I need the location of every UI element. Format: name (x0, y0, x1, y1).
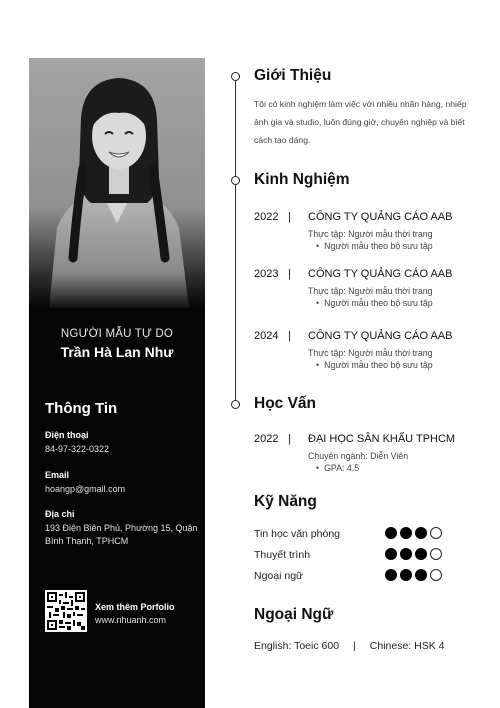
experience-role: Thực tập: Người mẫu thời trang (308, 229, 433, 239)
portfolio-link[interactable]: www.nhuanh.com (95, 615, 167, 625)
experience-detail: • Người mẫu theo bộ sưu tập (316, 298, 484, 308)
experience-item (254, 330, 484, 370)
email-block (45, 470, 200, 496)
experience-company: CÔNG TY QUẢNG CÁO AAB (308, 268, 453, 280)
skill-name: Tin học văn phòng (254, 528, 341, 540)
portfolio-label: Xem thêm Porfolio (95, 602, 175, 612)
skill-row (254, 569, 464, 585)
rating-dot-filled (400, 548, 412, 560)
timeline-dot-experience (231, 176, 240, 185)
phone-block (45, 430, 200, 456)
about-text: Tôi có kinh nghiệm làm việc với nhiều nhãn hàng, nhiếp ảnh gia và studio, luôn đúng giờ, chuyên nghiệp và biết cách tạo dáng. (254, 99, 467, 145)
address-label: Địa chỉ (45, 509, 75, 519)
education-heading: Học Vấn (254, 395, 317, 412)
experience-role: Thực tập: Người mẫu thời trang (308, 348, 433, 358)
experience-year: 2023 (254, 268, 279, 280)
skills-heading: Kỹ Năng (254, 493, 317, 510)
rating-dot-empty (430, 527, 442, 539)
experience-role: Thực tập: Người mẫu thời trang (308, 286, 433, 296)
profile-photo (29, 58, 205, 308)
language-chinese: Chinese: HSK 4 (369, 640, 445, 652)
separator: | (288, 433, 291, 445)
skill-name: Thuyết trình (254, 549, 311, 561)
address-value: 193 Điện Biên Phủ, Phường 15, Quận Bình Thạnh, TPHCM (45, 523, 198, 546)
timeline-dot-about (231, 72, 240, 81)
separator: | (288, 330, 291, 342)
rating-dot-empty (430, 569, 442, 581)
rating-dot-empty (430, 548, 442, 560)
experience-heading: Kinh Nghiệm (254, 171, 350, 188)
qr-code (45, 590, 87, 632)
languages-list (254, 640, 444, 652)
education-gpa: • GPA: 4.5 (316, 463, 484, 473)
phone-value: 84-97-322-0322 (45, 444, 110, 454)
rating-dot-filled (400, 527, 412, 539)
separator: | (353, 640, 356, 652)
timeline-line (235, 80, 236, 404)
experience-company: CÔNG TY QUẢNG CÁO AAB (308, 330, 453, 342)
email-label: Email (45, 470, 70, 480)
skill-rating (385, 548, 442, 560)
education-year: 2022 (254, 433, 279, 445)
language-english: English: Toeic 600 (254, 640, 340, 652)
separator: | (288, 268, 291, 280)
about-heading: Giới Thiệu (254, 67, 332, 84)
phone-label: Điện thoại (45, 430, 89, 440)
portfolio-info (95, 602, 175, 625)
timeline-dot-education (231, 400, 240, 409)
education-item (254, 433, 484, 473)
rating-dot-filled (385, 527, 397, 539)
separator: | (288, 211, 291, 223)
languages-heading: Ngoại Ngữ (254, 606, 334, 623)
rating-dot-filled (415, 548, 427, 560)
experience-detail: • Người mẫu theo bộ sưu tập (316, 241, 484, 251)
rating-dot-filled (400, 569, 412, 581)
rating-dot-filled (415, 569, 427, 581)
email-value: hoangp@gmail.com (45, 484, 126, 494)
experience-year: 2024 (254, 330, 279, 342)
rating-dot-filled (385, 569, 397, 581)
experience-detail: • Người mẫu theo bộ sưu tập (316, 360, 484, 370)
skill-rating (385, 569, 442, 581)
experience-item (254, 268, 484, 308)
education-school: ĐẠI HỌC SÂN KHẤU TPHCM (308, 433, 456, 445)
skill-name: Ngoại ngữ (254, 570, 304, 582)
address-block (45, 509, 200, 548)
education-major: Chuyên ngành: Diễn Viên (308, 451, 409, 461)
experience-item (254, 211, 484, 251)
profession: NGƯỜI MẪU TỰ DO (60, 328, 174, 340)
skill-row (254, 527, 464, 543)
info-heading: Thông Tin (45, 400, 118, 417)
experience-year: 2022 (254, 211, 279, 223)
full-name: Trần Hà Lan Như (60, 344, 174, 360)
sidebar (29, 58, 205, 708)
rating-dot-filled (385, 548, 397, 560)
rating-dot-filled (415, 527, 427, 539)
experience-company: CÔNG TY QUẢNG CÁO AAB (308, 211, 453, 223)
skill-row (254, 548, 464, 564)
skill-rating (385, 527, 442, 539)
